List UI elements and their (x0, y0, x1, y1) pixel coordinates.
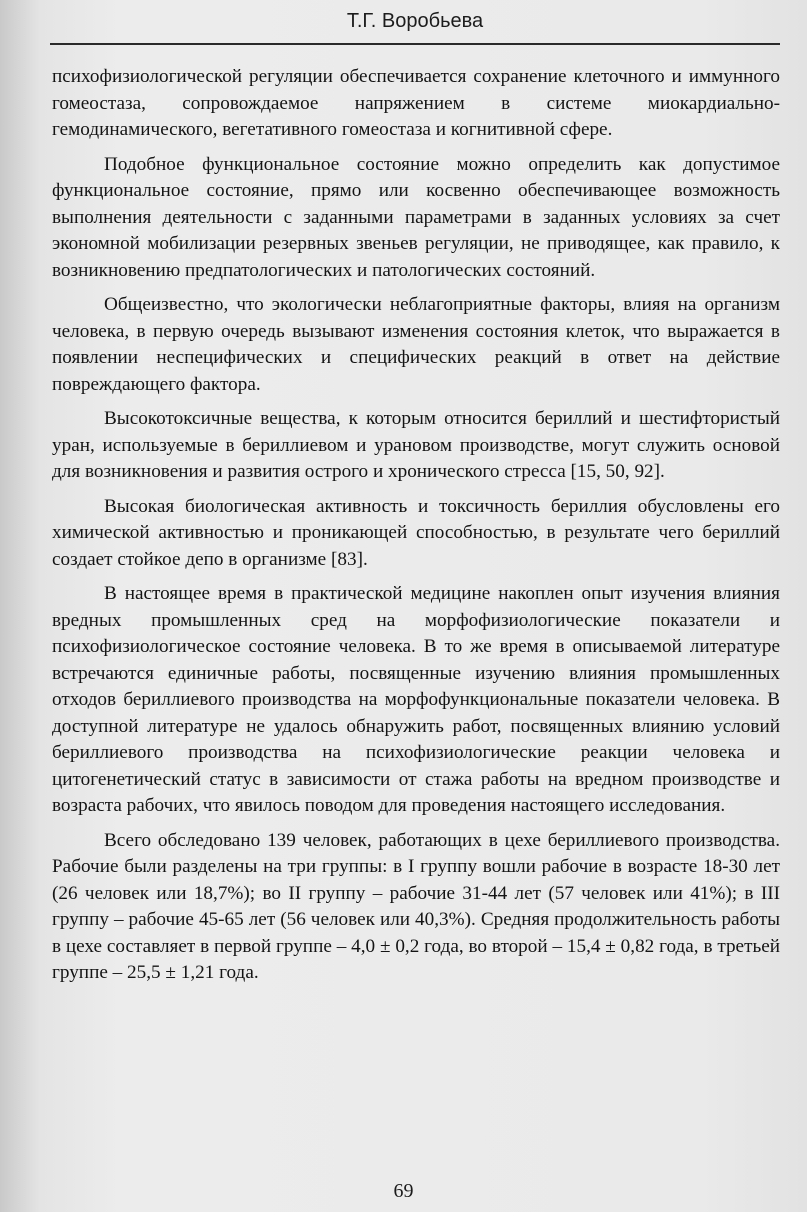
body-text (52, 64, 780, 995)
paragraph-3: Общеизвестно, что экологически неблагоприятные факторы, влияя на организм человека, в первую очередь вызывают изменения состояния клеток, что выражается в появлении неспецифических и специфических реакций в ответ на действие повреждающего фактора. (52, 294, 780, 395)
header-rule (50, 43, 780, 45)
paragraph-2: Подобное функциональное состояние можно определить как допустимое функциональное состояние, прямо или косвенно обеспечивающее возможность выполнения деятельности с заданными параметрами в заданных условиях за счет экономной мобилизации резервных звеньев регуляции, не приводящее, как правило, к возникновению предпатологических и патологических состояний. (52, 153, 780, 281)
paragraph-1: психофизиологической регуляции обеспечивается сохранение клеточного и иммунного гомеостаза, сопровождаемое напряжением в системе миокардиально-гемодинамического, вегетативного гомеостаза и когнитивной сфере. (52, 66, 780, 140)
paragraph-6: В настоящее время в практической медицине накоплен опыт изучения влияния вредных промышленных сред на морфофизиологические показатели и психофизиологическое состояние человека. В то же время в описываемой литературе встречаются единичные работы, посвященные изучению влияния промышленных отходов бериллиевого производства на морфофункциональные показатели человека. В доступной литературе не удалось обнаружить работ, посвященных влиянию условий бериллиевого производства на психофизиологические реакции человека и цитогенетический статус в зависимости от стажа работы на вредном производстве и возраста рабочих, что явилось поводом для проведения настоящего исследования. (52, 583, 780, 816)
page-number: 69 (393, 1180, 414, 1202)
paragraph-5: Высокая биологическая активность и токсичность бериллия обусловлены его химической активностью и проникающей способностью, в результате чего бериллий создает стойкое депо в организме [83]. (52, 495, 780, 570)
running-head-author: Т.Г. Воробьева (346, 10, 484, 32)
paragraph-4: Высокотоксичные вещества, к которым относится бериллий и шестифтористый уран, используемые в бериллиевом и урановом производстве, могут служить основой для возникновения и развития острого и хронического стресса [15, 50, 92]. (52, 408, 780, 482)
paragraph-7: Всего обследовано 139 человек, работающих в цехе бериллиевого производства. Рабочие были разделены на три группы: в I группу вошли рабочие в возрасте 18-30 лет (26 человек или 18,7%); во II группу – рабочие 31-44 лет (57 человек или 41%); в III группу – рабочие 45-65 лет (56 человек или 40,3%). Средняя продолжительность работы в цехе составляет в первой группе – 4,0 ± 0,2 года, во второй – 15,4 ± 0,82 года, в третьей группе – 25,5 ± 1,21 года. (52, 829, 780, 983)
